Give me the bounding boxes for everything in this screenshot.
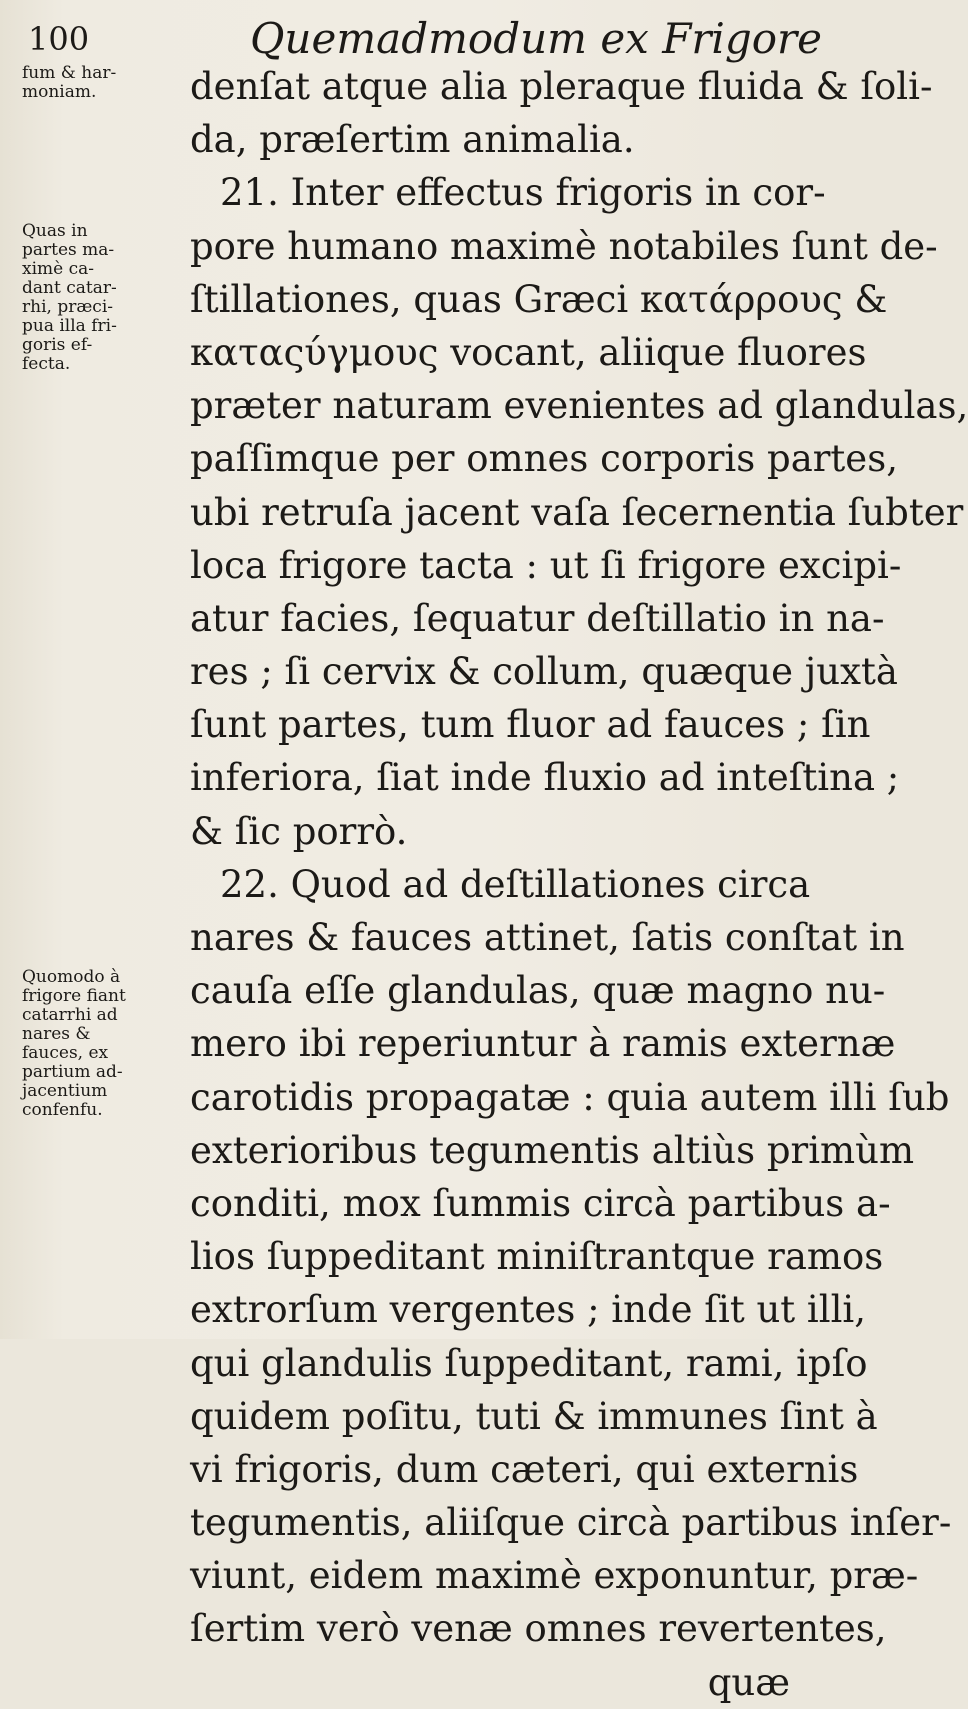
margin-note-line: rhi, præci-: [22, 297, 114, 317]
text-line: cauſa eſſe glandulas, quæ magno nu-: [190, 969, 886, 1013]
text-line: mero ibi reperiuntur à ramis externæ: [190, 1022, 896, 1066]
margin-note-line: fauces, ex: [22, 1043, 109, 1063]
margin-note-line: partes ma-: [22, 240, 115, 260]
text-line: vi frigoris, dum cæteri, qui externis: [190, 1447, 859, 1491]
text-line: ſtillationes, quas Græci κατάρρους &: [190, 277, 888, 321]
page-number: 100: [28, 20, 90, 58]
margin-note-line: fecta.: [22, 354, 71, 374]
text-line: & ſic porrò.: [190, 809, 408, 853]
text-line: qui glandulis ſuppeditant, rami, ipſo: [190, 1341, 868, 1385]
text-line: extrorſum vergentes ; inde ſit ut illi,: [190, 1288, 867, 1332]
text-line: loca frigore tacta : ut ſi frigore excipi-: [190, 543, 902, 587]
text-line: pore humano maximè notabiles ſunt de-: [190, 224, 938, 268]
text-line: da, præſertim animalia.: [190, 118, 635, 162]
running-head: Quemadmodum ex Frigore: [250, 14, 822, 63]
margin-note: [22, 968, 192, 1120]
text-line: lios ſuppeditant miniſtrantque ramos: [190, 1235, 884, 1279]
margin-note-line: goris ef-: [22, 335, 93, 355]
text-line: nares & fauces attinet, ſatis conſtat in: [190, 916, 905, 959]
text-line: denſat atque alia pleraque fluida & ſoli-: [190, 65, 933, 108]
margin-note-line: nares &: [22, 1024, 91, 1044]
text-line: atur facies, ſequatur deſtillatio in na-: [190, 596, 885, 640]
text-line: quæ: [707, 1660, 790, 1704]
margin-note-line: Quas in: [22, 221, 88, 241]
text-line: καταςύγμους vocant, aliique fluores: [190, 330, 867, 374]
text-line: carotidis propagatæ : quia autem illi ſub: [190, 1075, 950, 1119]
margin-note-line: fum & har-: [22, 63, 117, 83]
text-line: tegumentis, aliiſque circà partibus inſer-: [190, 1501, 952, 1545]
margin-note-line: Quomodo à: [22, 967, 121, 987]
text-line: res ; ſi cervix & collum, quæque juxtà: [190, 650, 898, 694]
text-line: exterioribus tegumentis altiùs primùm: [190, 1128, 915, 1172]
text-line: ubi retruſa jacent vaſa ſecernentia ſubter: [190, 490, 964, 534]
margin-note-line: moniam.: [22, 82, 97, 102]
text-line: 21. Inter effectus frigoris in cor-: [220, 171, 826, 215]
margin-note-line: catarrhi ad: [22, 1005, 118, 1025]
margin-note-line: dant catar-: [22, 278, 117, 298]
margin-note: [22, 64, 192, 102]
margin-note-line: jacentium: [22, 1081, 108, 1101]
text-line: ſertim verò venæ omnes revertentes,: [190, 1607, 887, 1651]
margin-note: [22, 222, 192, 374]
body-text: [190, 60, 968, 1709]
text-line: quidem poſitu, tuti & immunes ſint à: [190, 1394, 878, 1438]
margin-note-line: confenfu.: [22, 1100, 103, 1120]
text-line: paſſimque per omnes corporis partes,: [190, 437, 898, 481]
margin-note-line: partium ad-: [22, 1062, 123, 1082]
text-line: ſunt partes, tum fluor ad fauces ; ſin: [190, 703, 871, 747]
margin-note-line: pua illa fri-: [22, 316, 117, 336]
text-line: præter naturam evenientes ad glandulas,: [190, 384, 968, 428]
margin-note-line: ximè ca-: [22, 259, 95, 279]
text-line: viunt, eidem maximè exponuntur, præ-: [190, 1554, 919, 1598]
text-line: inferiora, ſiat inde fluxio ad inteſtina ;: [190, 756, 900, 800]
text-line: conditi, mox ſummis circà partibus a-: [190, 1181, 891, 1225]
text-line: 22. Quod ad deſtillationes circa: [220, 862, 811, 906]
margin-note-line: frigore fiant: [22, 986, 126, 1006]
